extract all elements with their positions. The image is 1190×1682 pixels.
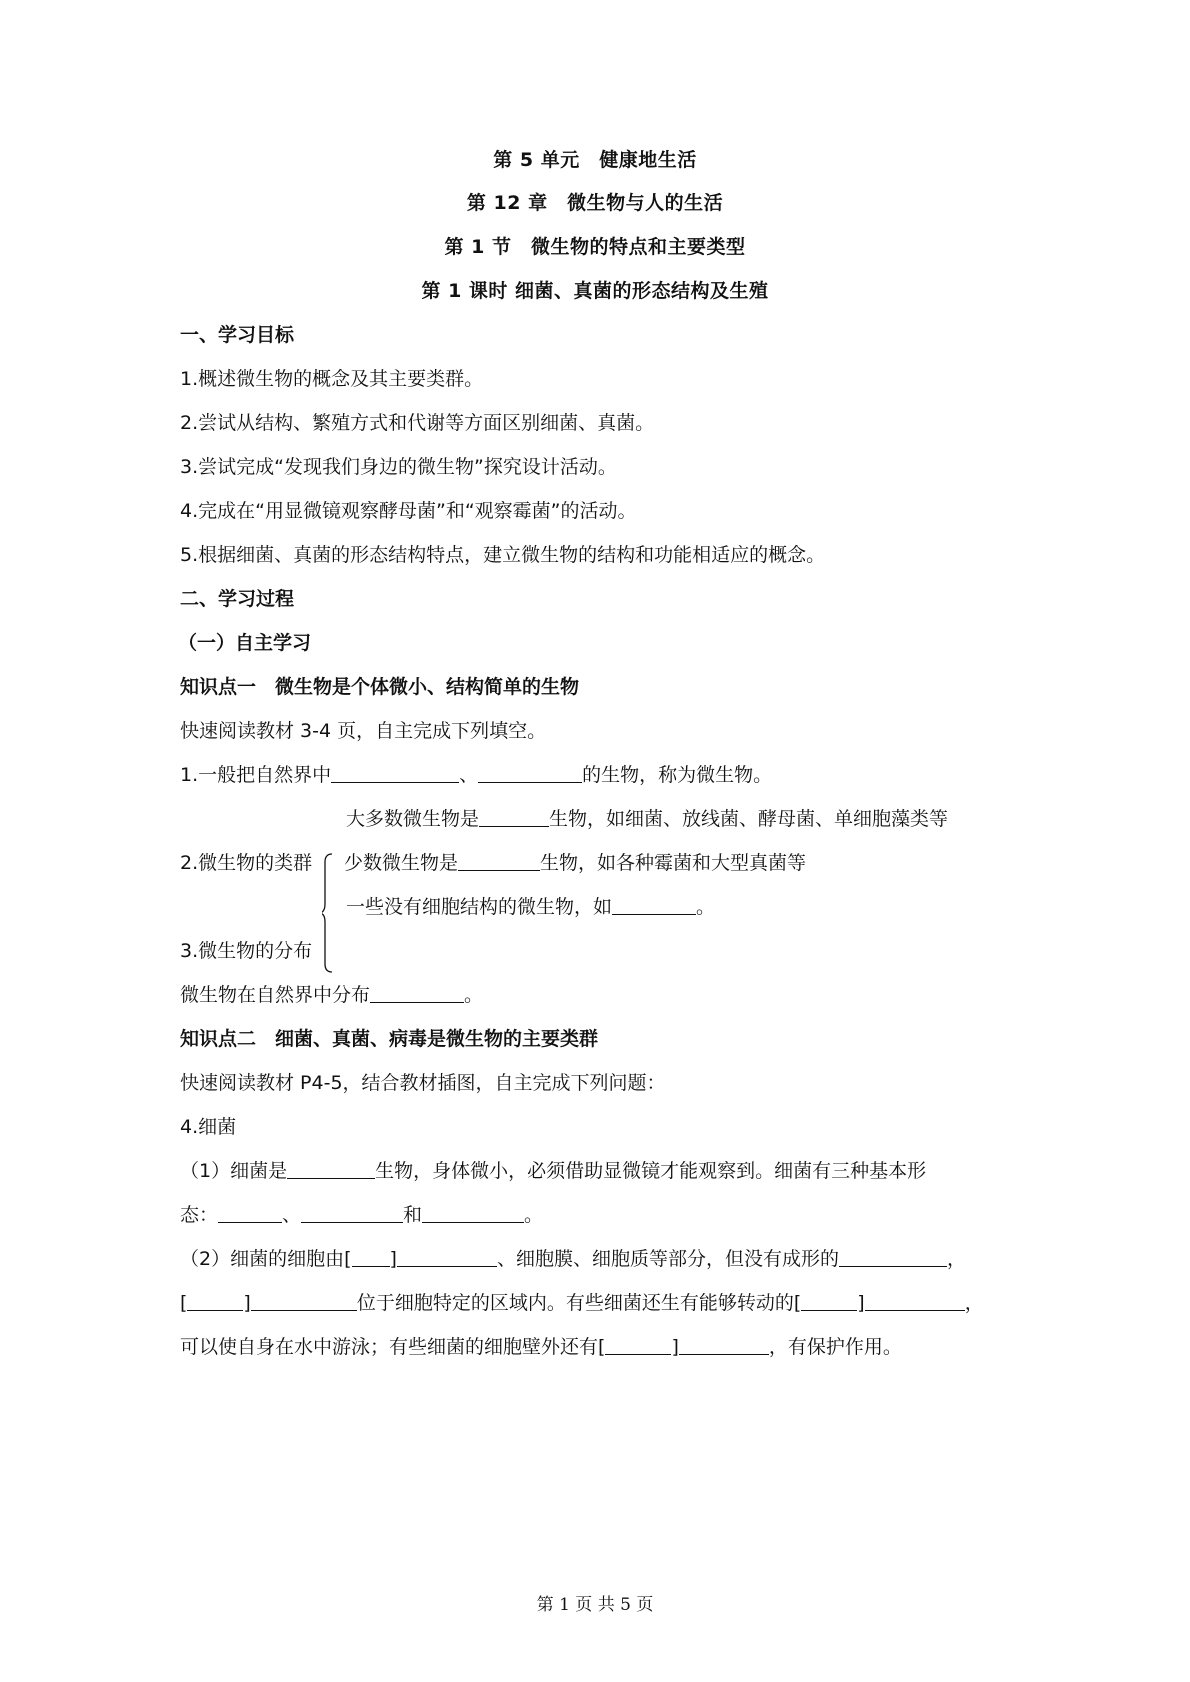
q4-part2-line1: （2）细菌的细胞由[ ] 、细胞膜、细胞质等部分，但没有成形的 ， [180,1248,966,1270]
blank-field[interactable] [605,1334,671,1355]
subheading-self-study: （一）自主学习 [178,632,312,654]
blank-field[interactable] [187,1290,243,1311]
knowledge-point-2-heading: 知识点二 细菌、真菌、病毒是微生物的主要类群 [180,1028,599,1050]
blank-field[interactable] [218,1202,282,1223]
q4-part2-line3: 可以使自身在水中游泳；有些细菌的细胞壁外还有[ ] ，有保护作用。 [180,1336,902,1358]
chapter-title: 第 12 章 微生物与人的生活 [466,192,724,214]
blank-field[interactable] [612,894,696,915]
q4-part1-line2: 态： 、 和 。 [180,1204,544,1226]
goal-item: 5.根据细菌、真菌的形态结构特点，建立微生物的结构和功能相适应的概念。 [180,544,826,566]
question-3: 微生物在自然界中分布 。 [180,984,484,1006]
question-3-title: 3.微生物的分布 [180,940,313,962]
blank-field[interactable] [331,762,459,783]
group-row-3: 一些没有细胞结构的微生物，如 。 [346,896,716,918]
blank-field[interactable] [287,1158,375,1179]
blank-field[interactable] [397,1246,497,1267]
blank-field[interactable] [458,850,540,871]
q4-part2-line2: [ ] 位于细胞特定的区域内。有些细菌还生有能够转动的[ ] ， [180,1292,984,1314]
blank-field[interactable] [251,1290,357,1311]
knowledge-point-1-heading: 知识点一 微生物是个体微小、结构简单的生物 [180,676,580,698]
blank-field[interactable] [679,1334,769,1355]
goal-item: 4.完成在“用显微镜观察酵母菌”和“观察霉菌”的活动。 [180,500,637,522]
question-1: 1.一般把自然界中 、 的生物，称为微生物。 [180,764,773,786]
blank-field[interactable] [479,806,549,827]
q4-part1-line1: （1）细菌是 生物，身体微小，必须借助显微镜才能观察到。细菌有三种基本形 [180,1160,927,1182]
group-row-2: 少数微生物是 生物，如各种霉菌和大型真菌等 [344,852,807,874]
heading-learning-process: 二、学习过程 [180,588,295,610]
page-footer: 第 1 页 共 5 页 [536,1595,654,1615]
blank-field[interactable] [865,1290,965,1311]
blank-field[interactable] [422,1202,524,1223]
curly-brace [322,852,332,974]
unit-title: 第 5 单元 健康地生活 [493,149,697,171]
goal-item: 3.尝试完成“发现我们身边的微生物”探究设计活动。 [180,456,617,478]
lesson-title: 第 1 课时 细菌、真菌的形态结构及生殖 [421,280,769,302]
question-2-label: 2.微生物的类群 [180,852,313,874]
kp1-intro: 快速阅读教材 3-4 页，自主完成下列填空。 [180,720,547,742]
heading-learning-goals: 一、学习目标 [180,324,295,346]
section-title: 第 1 节 微生物的特点和主要类型 [444,236,746,258]
kp2-intro: 快速阅读教材 P4-5，结合教材插图，自主完成下列问题： [180,1072,666,1094]
blank-field[interactable] [478,762,582,783]
blank-field[interactable] [301,1202,403,1223]
goal-item: 1.概述微生物的概念及其主要类群。 [180,368,484,390]
blank-field[interactable] [352,1246,390,1267]
blank-field[interactable] [839,1246,947,1267]
goal-item: 2.尝试从结构、繁殖方式和代谢等方面区别细菌、真菌。 [180,412,655,434]
question-4-title: 4.细菌 [180,1116,237,1138]
group-row-1: 大多数微生物是 生物，如细菌、放线菌、酵母菌、单细胞藻类等 [346,808,949,830]
blank-field[interactable] [801,1290,857,1311]
blank-field[interactable] [370,982,464,1003]
